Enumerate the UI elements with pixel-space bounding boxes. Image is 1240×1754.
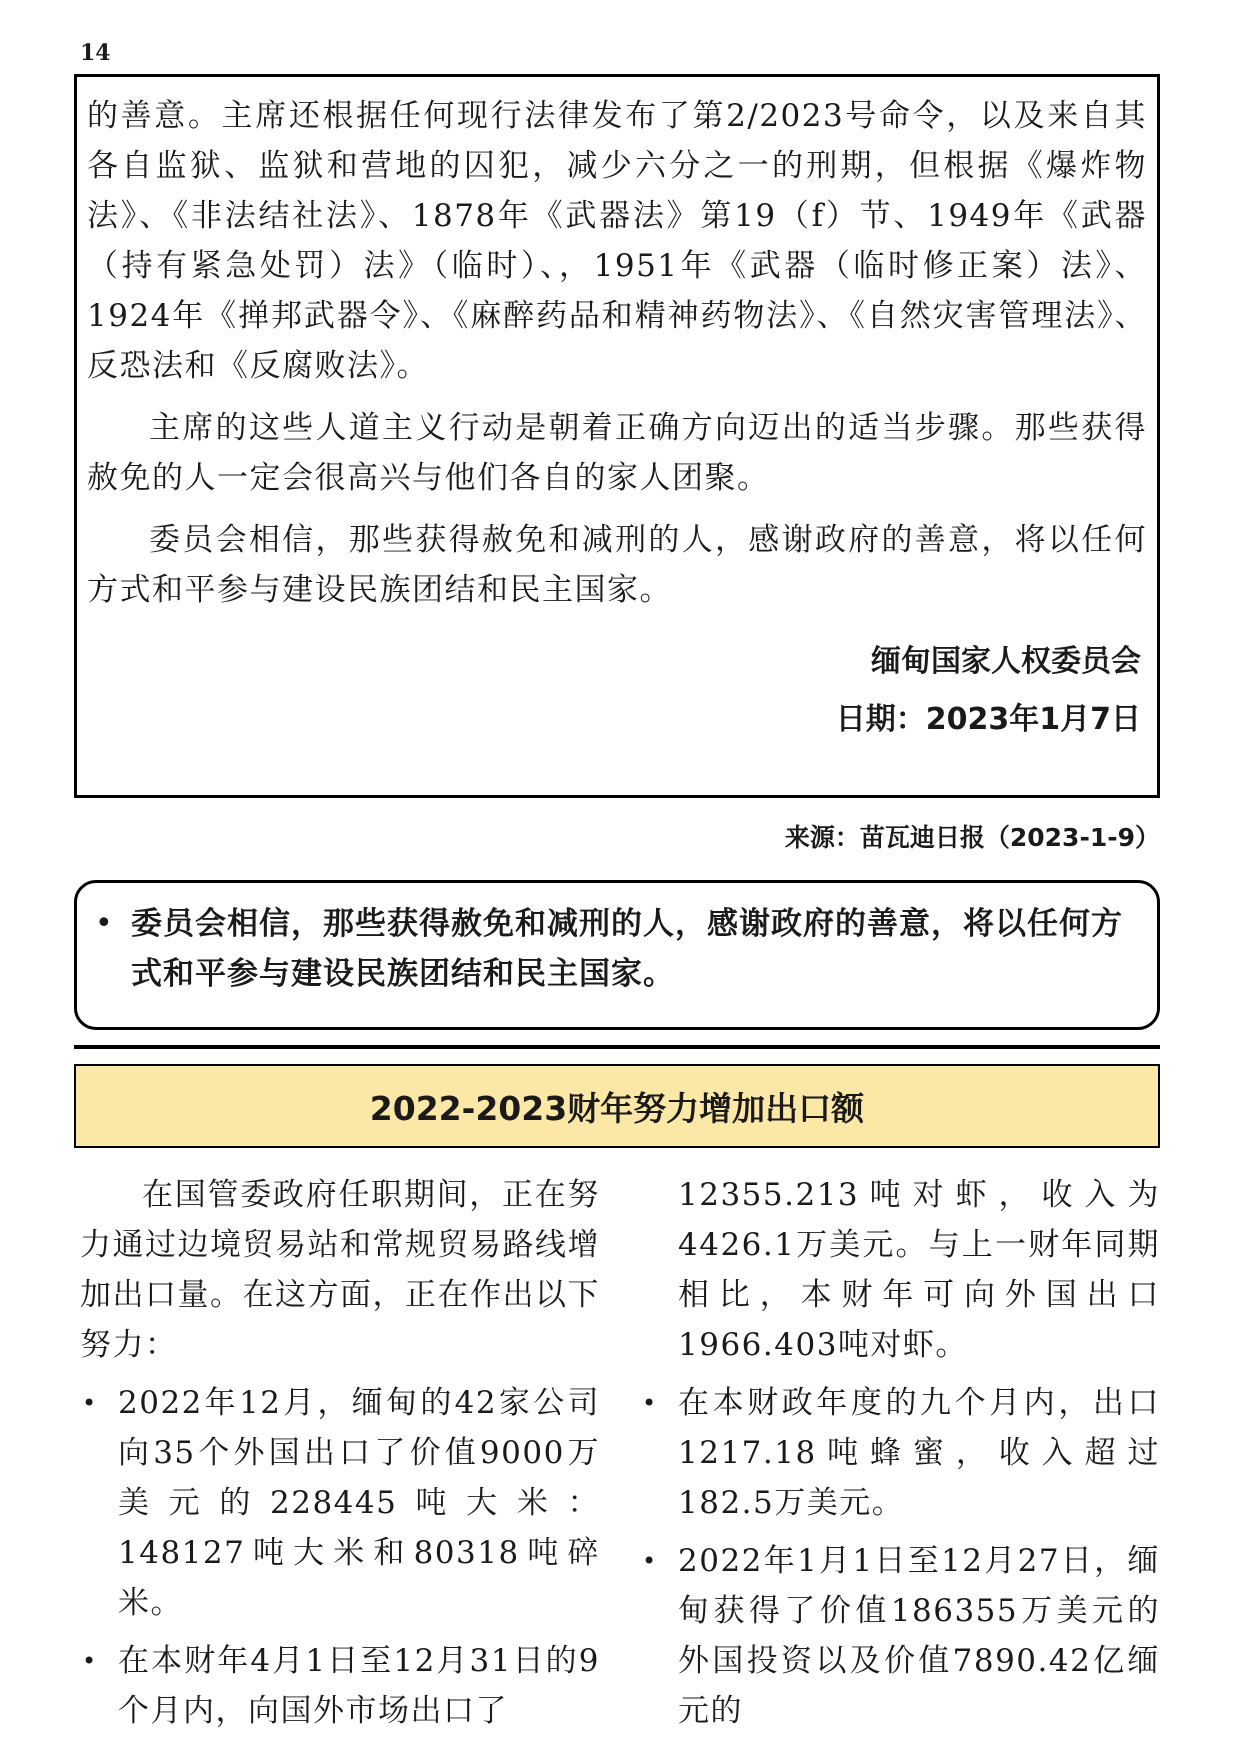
highlight-text: 委员会相信，那些获得赦免和减刑的人，感谢政府的善意，将以任何方式和平参与建设民族团结和民主国家。 [131,906,1123,992]
signature-date: 日期：2023年1月7日 [835,702,1141,737]
list-item: • 2022年1月1日至12月27日，缅甸获得了价值186355万美元的外国投资以及价值7890.42亿缅元的 [640,1536,1160,1736]
statement-paragraph: 主席的这些人道主义行动是朝着正确方向迈出的适当步骤。那些获得赦免的人一定会很高兴与他们各自的家人团聚。 [87,410,1147,496]
list-item: • 在本财年4月1日至12月31日的9个月内，向国外市场出口了 [80,1636,600,1736]
list-item: • 2022年12月，缅甸的42家公司向35个外国出口了价值9000万美元的228445吨大米：148127吨大米和80318吨碎米。 [80,1378,600,1628]
bullet-list [640,1378,1160,1736]
statement-paragraph: 的善意。主席还根据任何现行法律发布了第2/2023号命令，以及来自其各自监狱、监狱和营地的囚犯，减少六分之一的刑期，但根据《爆炸物法》、《非法结社法》、1878年《武器法》第19（f）节、1949年《武器（持有紧急处罚）法》（临时）、，1951年《武器（临时修正案）法》、1924年《掸邦武器令》、《麻醉药品和精神药物法》、《自然灾害管理法》、反恐法和《反腐败法》。 [87,98,1147,384]
left-column [80,1170,600,1736]
statement-paragraph: 委员会相信，那些获得赦免和减刑的人，感谢政府的善意，将以任何方式和平参与建设民族团结和民主国家。 [87,522,1147,608]
bullet-list [80,1378,600,1736]
section-divider [74,1045,1160,1049]
highlight-box [74,880,1160,1030]
source-citation: 来源：苗瓦迪日报（2023-1-9） [784,823,1160,852]
bullet-icon: • [95,906,113,941]
signature-organization: 缅甸国家人权委员会 [871,644,1141,679]
right-column [640,1170,1160,1736]
statement-box [74,74,1160,798]
intro-paragraph: 在国管委政府任职期间，正在努力通过边境贸易站和常规贸易路线增加出口量。在这方面，正在作出以下努力： [80,1177,600,1363]
list-item: • 在本财政年度的九个月内，出口1217.18吨蜂蜜，收入超过182.5万美元。 [640,1378,1160,1528]
page-number: 14 [80,40,111,66]
continued-paragraph: 12355.213吨对虾，收入为4426.1万美元。与上一财年同期相比，本财年可向外国出口1966.403吨对虾。 [678,1177,1160,1363]
section-title: 2022-2023财年努力增加出口额 [74,1064,1160,1148]
